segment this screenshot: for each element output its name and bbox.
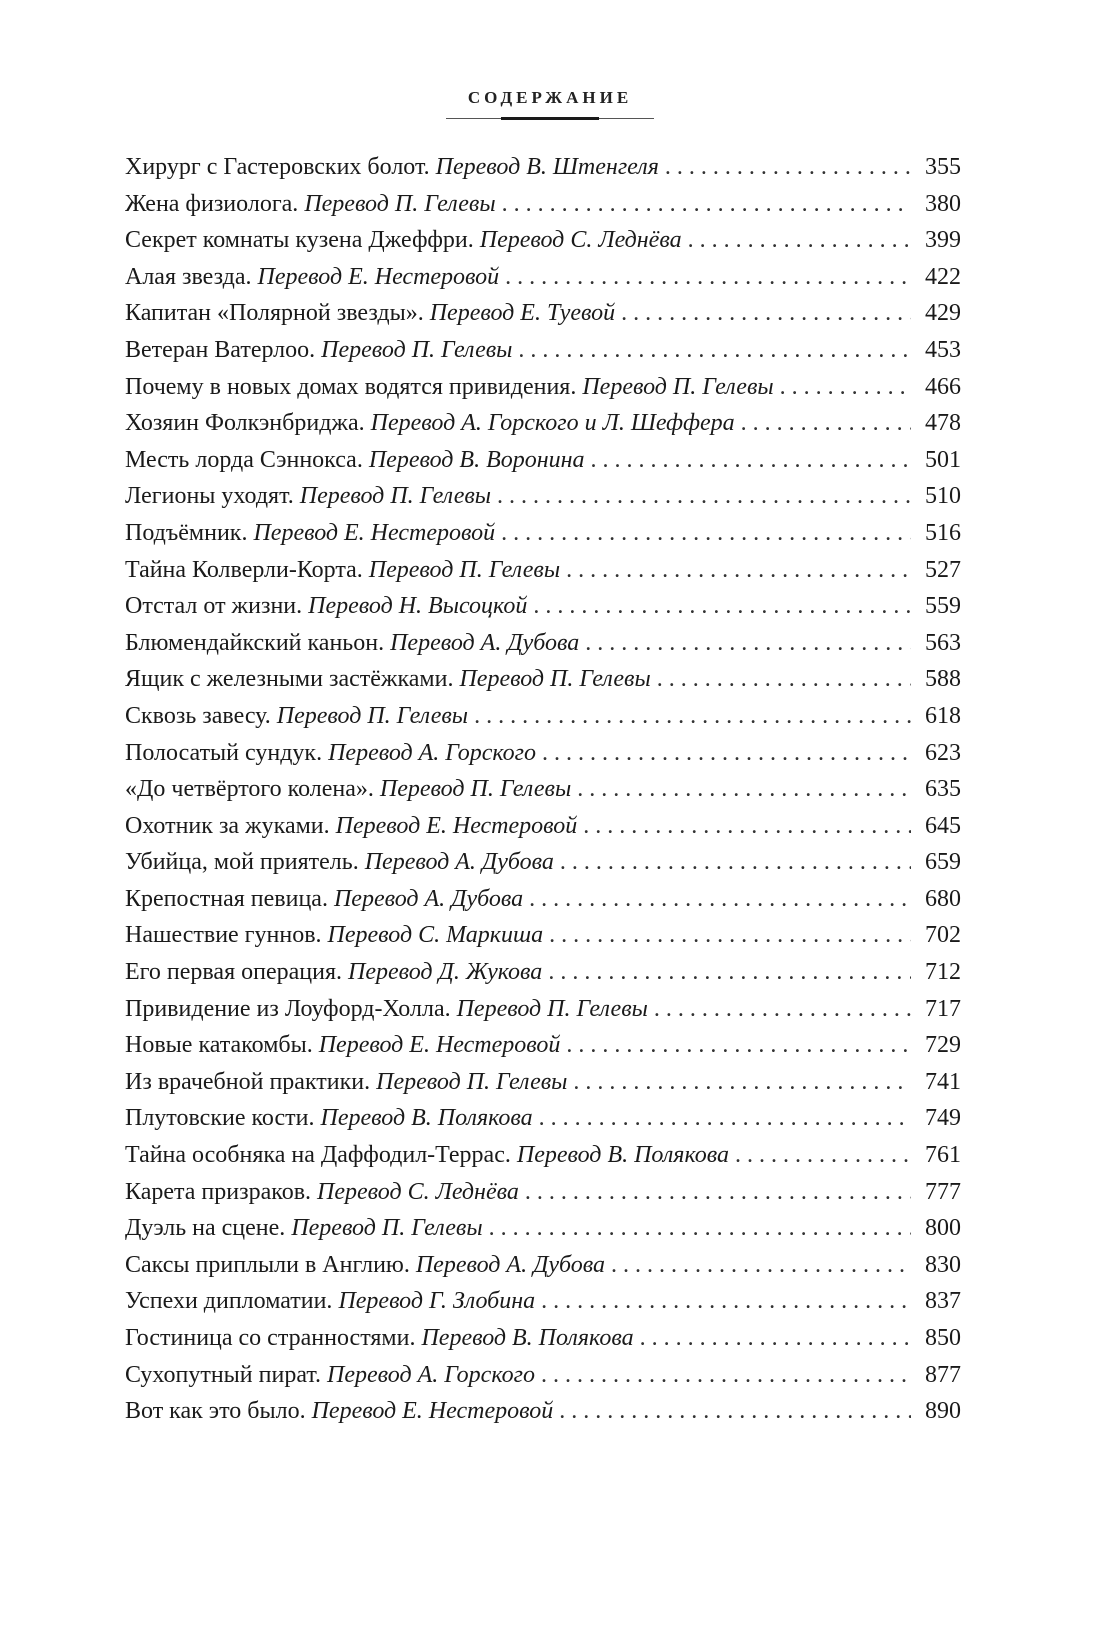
- toc-entry: [125, 954, 961, 991]
- toc-entry-translator: Перевод В. Воронина: [368, 446, 585, 473]
- toc-entry: [125, 1027, 961, 1064]
- toc-entry-translator: Перевод В. Полякова: [516, 1142, 730, 1169]
- toc-entry-title: Ящик с железными застёжками.: [125, 666, 454, 693]
- toc-entry-title: Гостиница со странностями.: [125, 1325, 416, 1351]
- toc-entry-translator: Перевод Д. Жукова: [347, 959, 543, 986]
- dot-leader: [518, 332, 911, 369]
- toc-entry-title: Охотник за жуками.: [125, 812, 330, 839]
- toc-entry-page-number: 680: [925, 885, 961, 912]
- toc-entry-page-number: 623: [925, 739, 961, 766]
- dot-leader: [559, 1393, 911, 1430]
- toc-entry: [125, 552, 961, 589]
- dot-leader: [501, 515, 911, 552]
- toc-entry-page-number: 478: [925, 410, 961, 437]
- toc-entry: [125, 1247, 961, 1284]
- toc-entry-page-number: 466: [925, 373, 961, 400]
- dot-leader: [621, 295, 911, 332]
- toc-entry-translator: Перевод Е. Нестеровой: [335, 812, 578, 839]
- toc-entry-page-number: 800: [925, 1215, 961, 1242]
- toc-entry-title: Дуэль на сцене.: [125, 1215, 286, 1242]
- toc-entry-page-number: 422: [925, 263, 961, 290]
- toc-entry-title: Убийца, мой приятель.: [125, 849, 359, 876]
- dot-leader: [539, 1100, 911, 1137]
- toc-entry: [125, 222, 961, 259]
- toc-entry: [125, 808, 961, 845]
- toc-entry-page-number: 741: [925, 1068, 961, 1095]
- toc-entry-translator: Перевод А. Дубова: [415, 1251, 605, 1278]
- toc-entry-page-number: 618: [925, 702, 961, 729]
- toc-entry: [125, 1393, 961, 1430]
- dot-leader: [665, 149, 911, 186]
- toc-entry-translator: Перевод В. Полякова: [320, 1105, 533, 1132]
- toc-entry-translator: Перевод Е. Нестеровой: [257, 263, 500, 290]
- toc-entry-title: Тайна Колверли-Корта.: [125, 556, 363, 583]
- toc-entry-page-number: 429: [925, 300, 961, 327]
- toc-entry-title: Из врачебной практики.: [125, 1068, 371, 1095]
- toc-entry-translator: Перевод А. Горского и Л. Шеффера: [370, 410, 735, 437]
- toc-entry: [125, 369, 961, 406]
- toc-entry-page-number: 729: [925, 1032, 961, 1059]
- toc-entry: [125, 149, 961, 186]
- toc-entry: [125, 917, 961, 954]
- toc-entry-title: Ветеран Ватерлоо.: [125, 336, 316, 363]
- toc-entry-page-number: 890: [925, 1398, 961, 1425]
- toc-entry-title: Тайна особняка на Даффодил-Террас.: [125, 1142, 511, 1169]
- dot-leader: [549, 917, 911, 954]
- toc-entry: [125, 186, 961, 223]
- toc-entry: [125, 771, 961, 808]
- toc-entry-translator: Перевод Г. Злобина: [338, 1288, 536, 1315]
- toc-entry: [125, 405, 961, 442]
- dot-leader: [688, 222, 911, 259]
- toc-entry-translator: Перевод П. Гелевы: [379, 776, 572, 803]
- toc-entry: [125, 1064, 961, 1101]
- dot-leader: [548, 954, 911, 991]
- toc-entry-translator: Перевод Е. Нестеровой: [253, 519, 496, 546]
- toc-entry: [125, 442, 961, 479]
- toc-entry-page-number: 837: [925, 1288, 961, 1315]
- toc-entry: [125, 295, 961, 332]
- toc-entry-page-number: 380: [925, 190, 961, 217]
- toc-entry: [125, 259, 961, 296]
- toc-entry-title: Успехи дипломатии.: [125, 1288, 333, 1315]
- toc-entry-page-number: 510: [925, 483, 961, 510]
- toc-entry: [125, 698, 961, 735]
- toc-entry-translator: Перевод Е. Туевой: [429, 300, 616, 327]
- toc-entry-page-number: 563: [925, 629, 961, 656]
- dot-leader: [583, 808, 911, 845]
- toc-entry-title: Легионы уходят.: [125, 483, 294, 510]
- dot-leader: [611, 1247, 911, 1284]
- toc-entry-title: Саксы приплыли в Англию.: [125, 1251, 410, 1278]
- toc-entry: [125, 1357, 961, 1394]
- toc-entry-page-number: 501: [925, 446, 961, 473]
- toc-entry-page-number: 749: [925, 1105, 961, 1132]
- toc-entry: [125, 625, 961, 662]
- toc-entry-translator: Перевод Е. Нестеровой: [311, 1398, 554, 1425]
- header-divider: [446, 118, 654, 119]
- dot-leader: [573, 1064, 911, 1101]
- toc-entry-page-number: 645: [925, 812, 961, 839]
- toc-entry-translator: Перевод А. Дубова: [364, 849, 554, 876]
- dot-leader: [585, 625, 911, 662]
- toc-entry-page-number: 355: [925, 154, 961, 180]
- toc-entry-title: Подъёмник.: [125, 519, 248, 546]
- toc-entry: [125, 881, 961, 918]
- toc-entry-translator: Перевод С. Леднёва: [479, 227, 682, 254]
- dot-leader: [541, 1283, 911, 1320]
- dot-leader: [541, 1357, 911, 1394]
- toc-entry: [125, 844, 961, 881]
- toc-entry-title: Карета призраков.: [125, 1178, 312, 1205]
- toc-entry-title: Блюмендайкский каньон.: [125, 629, 385, 656]
- toc-entry-page-number: 830: [925, 1251, 961, 1278]
- toc-entry-title: «До четвёртого колена».: [125, 776, 374, 803]
- toc-entry-translator: Перевод П. Гелевы: [456, 995, 648, 1022]
- toc-entry: [125, 1174, 961, 1211]
- dot-leader: [474, 698, 911, 735]
- toc-entry-page-number: 877: [925, 1361, 961, 1388]
- toc-entry-title: Плутовские кости.: [125, 1105, 315, 1132]
- dot-leader: [542, 735, 911, 772]
- dot-leader: [533, 588, 911, 625]
- dot-leader: [657, 661, 911, 698]
- dot-leader: [489, 1210, 911, 1247]
- toc-entry-page-number: 559: [925, 593, 961, 620]
- toc-entry-translator: Перевод С. Маркиша: [327, 922, 544, 949]
- toc-entry-translator: Перевод Е. Нестеровой: [318, 1032, 561, 1059]
- toc-entry-page-number: 702: [925, 922, 961, 949]
- toc-entry-title: Хирург с Гастеровских болот.: [125, 154, 430, 180]
- toc-entry-title: Капитан «Полярной звезды».: [125, 300, 424, 327]
- toc-entry-page-number: 399: [925, 227, 961, 254]
- toc-entry: [125, 588, 961, 625]
- toc-entry: [125, 332, 961, 369]
- dot-leader: [566, 1027, 911, 1064]
- toc-entry-title: Месть лорда Сэннокса.: [125, 446, 363, 473]
- toc-entry: [125, 661, 961, 698]
- toc-entry-title: Жена физиолога.: [125, 190, 299, 217]
- toc-entry-title: Его первая операция.: [125, 959, 342, 986]
- toc-entry-page-number: 527: [925, 556, 961, 583]
- toc-entry: [125, 991, 961, 1028]
- dot-leader: [640, 1320, 911, 1357]
- dot-leader: [497, 478, 911, 515]
- toc-entry-title: Алая звезда.: [125, 263, 252, 290]
- toc-entry: [125, 478, 961, 515]
- toc-entry-page-number: 777: [925, 1178, 961, 1205]
- toc-entry-page-number: 453: [925, 336, 961, 363]
- toc-entry: [125, 515, 961, 552]
- toc-entry-translator: Перевод П. Гелевы: [376, 1068, 568, 1095]
- toc-entry-translator: Перевод П. Гелевы: [582, 373, 774, 400]
- table-of-contents: [125, 149, 961, 1430]
- toc-entry-translator: Перевод П. Гелевы: [304, 190, 496, 217]
- toc-entry: [125, 1283, 961, 1320]
- toc-entry-title: Сухопутный пират.: [125, 1361, 322, 1388]
- toc-entry-translator: Перевод П. Гелевы: [368, 556, 561, 583]
- toc-entry-title: Привидение из Лоуфорд-Холла.: [125, 995, 451, 1022]
- toc-entry-page-number: 659: [925, 849, 961, 876]
- toc-entry-title: Крепостная певица.: [125, 885, 328, 912]
- dot-leader: [502, 186, 911, 223]
- dot-leader: [654, 991, 911, 1028]
- dot-leader: [780, 369, 911, 406]
- dot-leader: [560, 844, 911, 881]
- dot-leader: [735, 1137, 911, 1174]
- toc-entry: [125, 1210, 961, 1247]
- toc-entry-title: Нашествие гуннов.: [125, 922, 322, 949]
- toc-entry-page-number: 850: [925, 1325, 961, 1351]
- toc-entry-translator: Перевод П. Гелевы: [459, 666, 651, 693]
- toc-entry-title: Почему в новых домах водятся привидения.: [125, 373, 577, 400]
- toc-entry-page-number: 516: [925, 519, 961, 546]
- toc-entry-translator: Перевод П. Гелевы: [299, 483, 492, 510]
- toc-entry-translator: Перевод П. Гелевы: [291, 1215, 483, 1242]
- toc-entry-page-number: 712: [925, 959, 961, 986]
- toc-entry-title: Полосатый сундук.: [125, 739, 323, 766]
- toc-entry: [125, 1100, 961, 1137]
- toc-entry-translator: Перевод В. Полякова: [421, 1325, 634, 1351]
- dot-leader: [529, 881, 911, 918]
- toc-entry-title: Хозяин Фолкэнбриджа.: [125, 410, 365, 437]
- dot-leader: [577, 771, 911, 808]
- dot-leader: [566, 552, 911, 589]
- toc-entry-title: Новые катакомбы.: [125, 1032, 313, 1059]
- dot-leader: [505, 259, 911, 296]
- toc-entry-page-number: 761: [925, 1142, 961, 1169]
- toc-entry-translator: Перевод А. Горского: [328, 739, 537, 766]
- dot-leader: [591, 442, 911, 479]
- toc-entry-translator: Перевод П. Гелевы: [321, 336, 513, 363]
- toc-entry-page-number: 635: [925, 776, 961, 803]
- toc-entry-title: Отстал от жизни.: [125, 593, 303, 620]
- toc-entry-translator: Перевод А. Дубова: [333, 885, 524, 912]
- dot-leader: [525, 1174, 911, 1211]
- toc-entry-translator: Перевод А. Дубова: [390, 629, 580, 656]
- toc-entry-title: Вот как это было.: [125, 1398, 306, 1425]
- toc-entry: [125, 735, 961, 772]
- toc-entry-translator: Перевод В. Штенгеля: [435, 154, 659, 180]
- toc-entry-translator: Перевод П. Гелевы: [276, 702, 469, 729]
- dot-leader: [741, 405, 911, 442]
- toc-entry-page-number: 588: [925, 666, 961, 693]
- toc-entry-page-number: 717: [925, 995, 961, 1022]
- page-header: [0, 88, 1100, 119]
- toc-entry-translator: Перевод С. Леднёва: [317, 1178, 519, 1205]
- toc-entry: [125, 1320, 961, 1357]
- page-title: СОДЕРЖАНИЕ: [467, 88, 633, 107]
- toc-entry-title: Секрет комнаты кузена Джеффри.: [125, 227, 474, 254]
- toc-entry: [125, 1137, 961, 1174]
- toc-entry-translator: Перевод А. Горского: [327, 1361, 536, 1388]
- toc-entry-title: Сквозь завесу.: [125, 702, 271, 729]
- toc-entry-translator: Перевод Н. Высоцкой: [308, 593, 528, 620]
